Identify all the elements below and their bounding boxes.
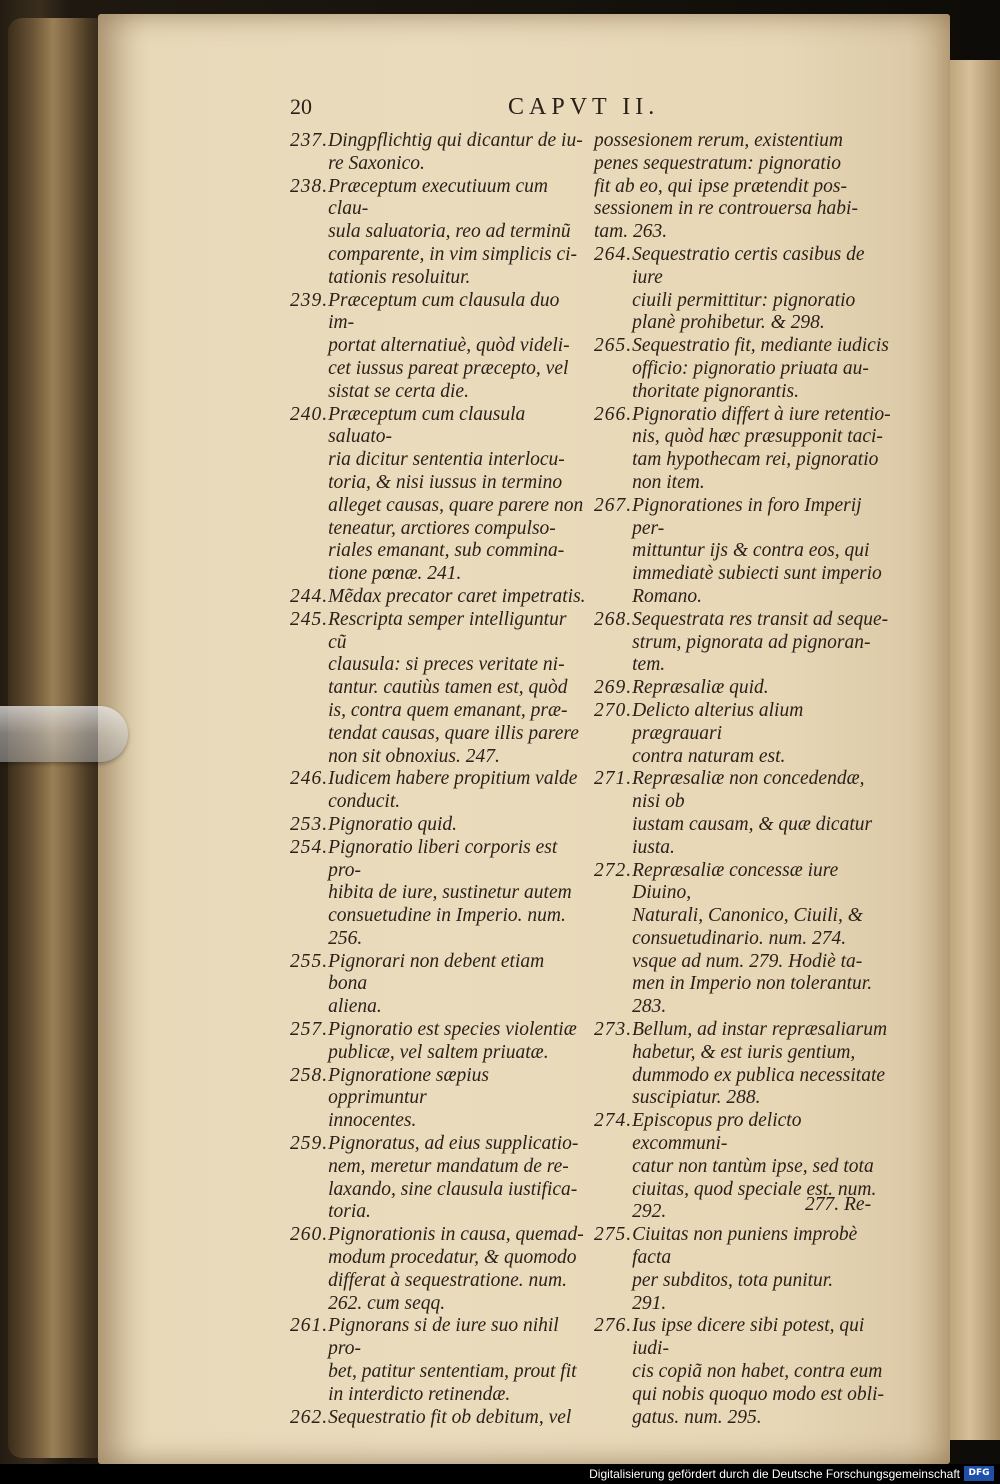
index-entry bbox=[594, 609, 894, 677]
entry-text: Pignoratio est species violentiæ publicæ, vel saltem priuatæ. bbox=[328, 1019, 577, 1063]
entry-text: Ius ipse dicere sibi potest, qui iudi- cis copiã non habet, contra eum qui nobis quoquo modo est obli- gatus. num. 295. bbox=[632, 1315, 884, 1428]
entry-number: 276. bbox=[594, 1315, 633, 1337]
entry-text: Pignorationis in causa, quemad- modum procedatur, & quomodo differat à sequestratione. num. 262. cum seqq. bbox=[328, 1224, 584, 1314]
entry-number: 260. bbox=[290, 1224, 329, 1246]
entry-number: 240. bbox=[290, 403, 329, 425]
entry-text: Sequestratio fit ob debitum, vel bbox=[328, 1406, 572, 1428]
entry-text: Pignorationes in foro Imperij per- mittuntur ijs & contra eos, qui immediatè subiecti sunt imperio Romano. bbox=[632, 494, 882, 607]
entry-text: Sequestrata res transit ad seque- strum, pignorata ad pignoran- tem. bbox=[632, 608, 889, 676]
entry-text: possesionem rerum, existentium penes sequestratum: pignoratio fit ab eo, qui ipse prætendit pos- sessionem in re controuersa habi- tam. 263. bbox=[594, 130, 858, 243]
entry-number: 268. bbox=[594, 608, 633, 630]
entry-number: 244. bbox=[290, 585, 329, 607]
entry-text: Repræsaliæ concessæ iure Diuino, Naturali, Canonico, Ciuili, & consuetudinario. num. 274. vsque ad num. 279. Hodiè ta- men in Imperio non tolerantur. 283. bbox=[632, 859, 873, 1018]
entry-text: Præceptum executiuum cum clau- sula saluatoria, reo ad terminũ comparente, in vim simplicis ci- tationis resoluitur. bbox=[328, 175, 578, 288]
index-entry bbox=[594, 768, 894, 859]
index-entry bbox=[290, 837, 586, 951]
catchword: 277. Re- bbox=[805, 1194, 872, 1215]
entry-text: Præceptum cum clausula duo im- portat alternatiuè, quòd videli- cet iussus pareat præcepto, vel sistat se certa die. bbox=[328, 289, 570, 402]
index-entry bbox=[290, 130, 586, 176]
entry-number: 269. bbox=[594, 677, 633, 699]
index-entry bbox=[594, 677, 894, 700]
index-entry bbox=[290, 951, 586, 1019]
page-number: 20 bbox=[290, 94, 312, 119]
entry-text: Pignoratus, ad eius supplicatio- nem, meretur mandatum de re- laxando, sine clausula iustifica- toria. bbox=[328, 1133, 579, 1223]
entry-text: Dingpflichtig qui dicantur de iu- re Saxonico. bbox=[328, 130, 583, 174]
index-entry bbox=[290, 1133, 586, 1224]
index-entry bbox=[290, 176, 586, 290]
index-entry bbox=[290, 290, 586, 404]
index-entry bbox=[594, 404, 894, 495]
index-entry bbox=[594, 860, 894, 1020]
index-entry bbox=[290, 1065, 586, 1133]
entry-text: Pignorans si de iure suo nihil pro- bet, patitur sententiam, prout fit in interdicto retinendæ. bbox=[328, 1315, 577, 1405]
index-entry bbox=[290, 814, 586, 837]
entry-number: 257. bbox=[290, 1019, 329, 1041]
entry-number: 245. bbox=[290, 608, 329, 630]
entry-number: 272. bbox=[594, 859, 633, 881]
index-entry bbox=[290, 1315, 586, 1406]
entry-number: 270. bbox=[594, 699, 633, 721]
entry-number: 275. bbox=[594, 1224, 633, 1246]
entry-number: 246. bbox=[290, 768, 329, 790]
index-column-left bbox=[290, 130, 586, 1429]
footer-credit: Digitalisierung gefördert durch die Deutsche Forschungsgemeinschaft bbox=[589, 1467, 960, 1481]
entry-text: Bellum, ad instar repræsaliarum habetur, & est iuris gentium, dummodo ex publica necessitate suscipiatur. 288. bbox=[632, 1019, 888, 1109]
entry-text: Ciuitas non puniens improbè facta per subditos, tota punitur. 291. bbox=[632, 1224, 858, 1314]
index-entry bbox=[594, 244, 894, 335]
entry-number: 254. bbox=[290, 836, 329, 858]
entry-text: Iudicem habere propitium valde conducit. bbox=[328, 768, 578, 813]
index-entry bbox=[594, 130, 894, 244]
entry-text: Pignoratio quid. bbox=[328, 813, 458, 835]
entry-number: 264. bbox=[594, 243, 633, 265]
entry-text: Sequestratio fit, mediante iudicis officio: pignoratio priuata au- thoritate pignorantis. bbox=[632, 335, 889, 402]
entry-number: 261. bbox=[290, 1315, 329, 1337]
entry-number: 267. bbox=[594, 494, 633, 516]
entry-number: 273. bbox=[594, 1019, 633, 1041]
index-entry bbox=[290, 609, 586, 769]
entry-number: 262. bbox=[290, 1406, 329, 1428]
index-entry bbox=[594, 335, 894, 403]
entry-number: 253. bbox=[290, 813, 329, 835]
entry-text: Rescripta semper intelliguntur cũ clausula: si preces veritate ni- tantur. cautiùs tamen est, quòd is, contra quem emanant, præ- tendat causas, quare illis parere non sit obnoxius. 247. bbox=[328, 608, 579, 767]
entry-text: Pignorari non debent etiam bona aliena. bbox=[328, 950, 545, 1018]
entry-text: Sequestratio certis casibus de iure ciuili permittitur: pignoratio planè prohibetur. & 298. bbox=[632, 243, 865, 334]
index-entry bbox=[290, 1224, 586, 1315]
dfg-logo: DFG bbox=[964, 1466, 994, 1481]
entry-number: 238. bbox=[290, 175, 329, 197]
entry-number: 266. bbox=[594, 403, 633, 425]
index-entry bbox=[594, 700, 894, 768]
entry-number: 271. bbox=[594, 768, 633, 790]
footer-bar bbox=[0, 1464, 1000, 1484]
index-entry bbox=[290, 1019, 586, 1065]
entry-text: Pignoratio liberi corporis est pro- hibita de iure, sustinetur autem consuetudine in Imperio. num. 256. bbox=[328, 836, 572, 949]
entry-number: 255. bbox=[290, 950, 329, 972]
index-entry bbox=[290, 768, 586, 814]
index-entry bbox=[290, 404, 586, 586]
entry-number: 237. bbox=[290, 130, 329, 151]
index-column-right bbox=[594, 130, 894, 1429]
index-entry bbox=[594, 1315, 894, 1429]
entry-number: 258. bbox=[290, 1064, 329, 1086]
index-entry bbox=[594, 1224, 894, 1315]
index-entry bbox=[290, 1407, 586, 1430]
entry-number: 259. bbox=[290, 1133, 329, 1155]
running-head: CAPVT II. bbox=[508, 94, 660, 120]
page-header bbox=[290, 94, 730, 130]
entry-number: 274. bbox=[594, 1110, 633, 1132]
index-entry bbox=[290, 586, 586, 609]
entry-text: Repræsaliæ quid. bbox=[632, 677, 769, 699]
index-entry bbox=[594, 1019, 894, 1110]
entry-text: Delicto alterius alium prægrauari contra naturam est. bbox=[632, 699, 804, 767]
entry-text: Præceptum cum clausula saluato- ria dicitur sententia interlocu- toria, & nisi iussus in termino alleget causas, quare parere non teneatur, arctiores compulso- riales emanant, sub commina- tione pœnæ. 241. bbox=[328, 403, 584, 585]
page-clip bbox=[0, 706, 128, 762]
entry-text: Mẽdax precator caret impetratis. bbox=[328, 585, 586, 607]
entry-text: Pignoratione sæpius opprimuntur innocentes. bbox=[328, 1064, 490, 1132]
index-entry bbox=[594, 495, 894, 609]
entry-text: Episcopus pro delicto excommuni- catur non tantùm ipse, sed tota ciuitas, quod speciale est. num. 292. bbox=[632, 1110, 877, 1223]
entry-text: Pignoratio differt à iure retentio- nis, quòd hæc præsupponit taci- tam hypothecam rei, pignoratio non item. bbox=[632, 403, 891, 493]
entry-number: 265. bbox=[594, 335, 633, 357]
facing-page-edge bbox=[950, 60, 1000, 1440]
entry-number: 239. bbox=[290, 289, 329, 311]
entry-text: Repræsaliæ non concedendæ, nisi ob iustam causam, & quæ dicatur iusta. bbox=[632, 768, 873, 858]
